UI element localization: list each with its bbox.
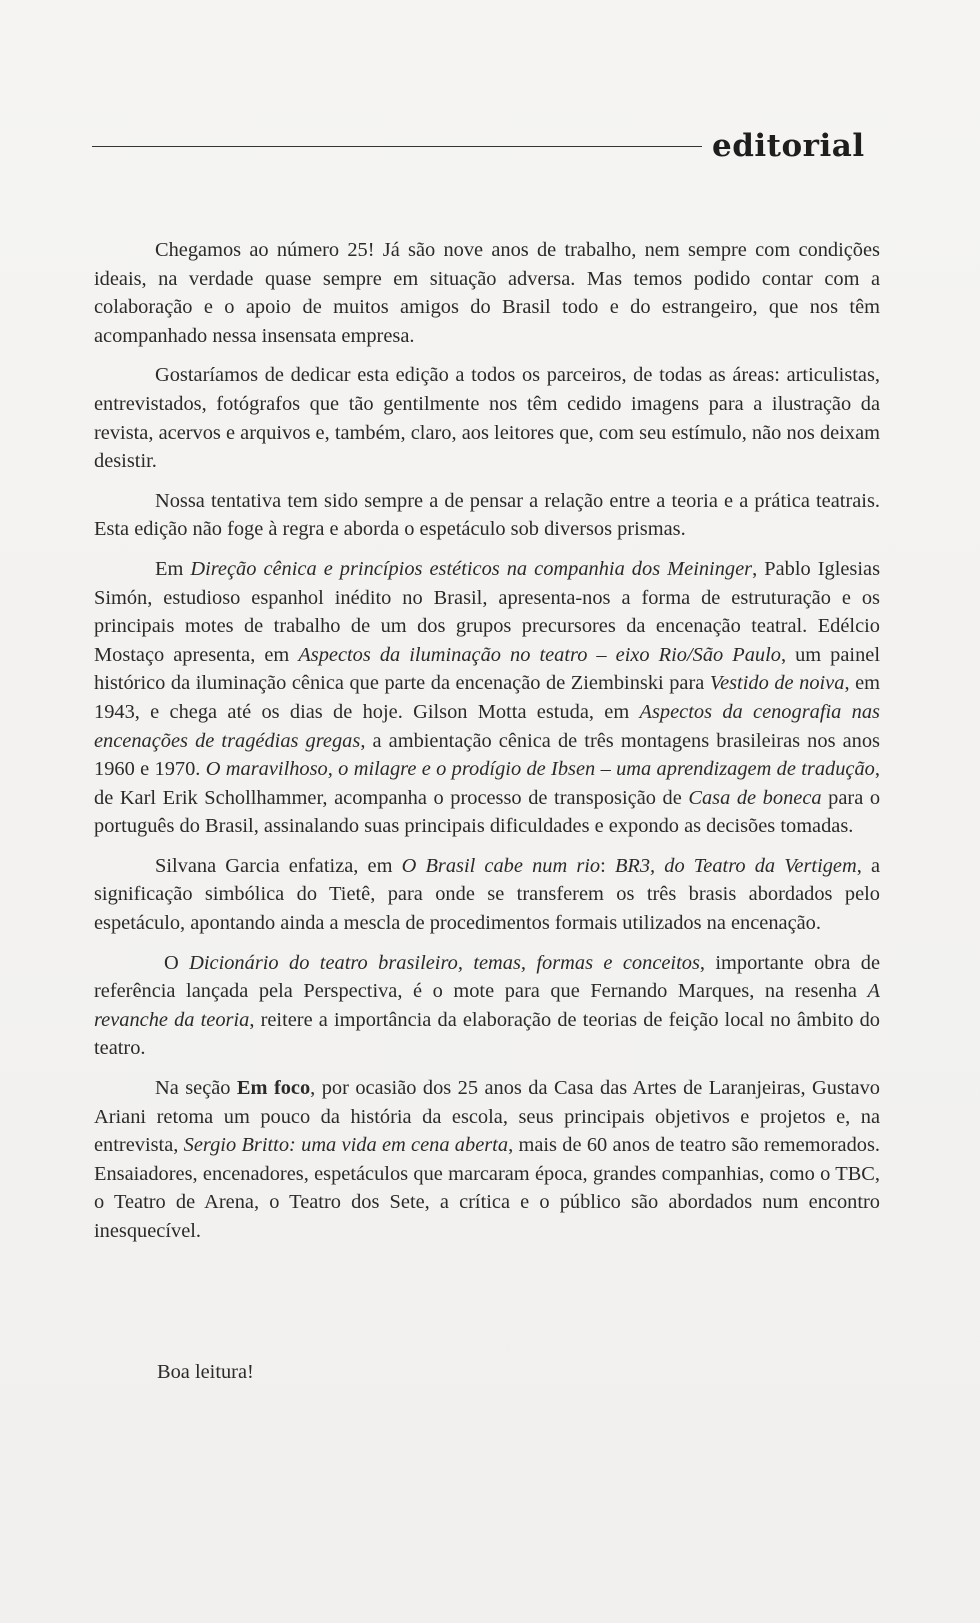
- italic-title: A revanche da teoria: [94, 980, 880, 1031]
- text-run: , em 1943, e chega até os dias de hoje. Gilson Motta estuda, em: [94, 672, 880, 723]
- editorial-paragraph: [94, 555, 880, 841]
- text-run: , de Karl Erik Schollhammer, acompanha o processo de transposição de: [94, 758, 880, 809]
- editorial-paragraph: [94, 236, 880, 350]
- header-rule: [92, 146, 702, 147]
- text-run: Gostaríamos de dedicar esta edição a todos os parceiros, de todas as áreas: articulistas, entrevistados, fotógrafos que tão gentilmente nos têm cedido imagens para a ilustração da revista, acervos e arquivos e, também, claro, aos leitores que, com seu estímulo, não nos deixam desistir.: [94, 364, 880, 473]
- signoff: Boa leitura!: [157, 1361, 254, 1383]
- italic-title: Aspectos da iluminação no teatro – eixo Rio/São Paulo: [298, 643, 781, 666]
- text-run: para o português do Brasil, assinalando suas principais dificuldades e expondo as decisões tomadas.: [94, 786, 881, 838]
- text-run: Chegamos ao número 25! Já são nove anos de trabalho, nem sempre com condições ideais, na verdade quase sempre em situação adversa. Mas temos podido contar com a colaboração e o apoio de muitos amigos do Brasil todo e do estrangeiro, que nos têm acompanhado nessa insensata empresa.: [94, 239, 880, 347]
- italic-title: Casa de boneca: [688, 786, 822, 809]
- text-run: Em: [155, 557, 191, 580]
- editorial-paragraph: [94, 361, 880, 475]
- text-run: , importante obra de referência lançada pela Perspectiva, é o mote para que Fernando Marques, na resenha: [94, 951, 880, 1003]
- text-run: O: [164, 951, 190, 974]
- text-run: , a ambientação cênica de três montagens brasileiras nos anos 1960 e 1970.: [94, 729, 880, 781]
- italic-title: BR3, do Teatro da Vertigem: [614, 854, 857, 877]
- editorial-paragraph: [94, 852, 880, 938]
- text-run: , um painel histórico da iluminação cênica que parte da encenação de Ziembinski para: [94, 643, 880, 695]
- editorial-body: [94, 236, 880, 1257]
- text-run: , reitere a importância da elaboração de teorias de feição local no âmbito do teatro.: [94, 1008, 880, 1060]
- editorial-paragraph: [94, 949, 880, 1063]
- italic-title: Aspectos da cenografia nas encenações de tragédias gregas: [94, 700, 880, 752]
- italic-title: Direção cênica e princípios estéticos na companhia dos Meininger: [190, 557, 753, 580]
- italic-title: Dicionário do teatro brasileiro, temas, formas e conceitos: [189, 951, 700, 974]
- text-run: :: [600, 854, 615, 877]
- text-run: Nossa tentativa tem sido sempre a de pensar a relação entre a teoria e a prática teatrais. Esta edição não foge à regra e aborda o espetáculo sob diversos prismas.: [94, 489, 880, 541]
- italic-title: Vestido de noiva: [709, 672, 845, 695]
- text-run: , mais de 60 anos de teatro são rememorados. Ensaiadores, encenadores, espetáculos que marcaram época, grandes companhias, como o TBC, o Teatro de Arena, o Teatro dos Sete, a crítica e o público são abordados num encontro inesquecível.: [94, 1134, 880, 1242]
- text-run: , por ocasião dos 25 anos da Casa das Artes de Laranjeiras, Gustavo Ariani retoma um pouco da história da escola, seus principais objetivos e projetos e, na entrevista,: [94, 1077, 880, 1157]
- editorial-paragraph: [94, 487, 880, 544]
- section-title: editorial: [712, 128, 865, 164]
- text-run: , a significação simbólica do Tietê, para onde se transferem os três brasis abordados pelo espetáculo, apontando ainda a mescla de procedimentos formais utilizados na encenação.: [94, 854, 881, 935]
- text-run: , Pablo Iglesias Simón, estudioso espanhol inédito no Brasil, apresenta-nos a forma de estruturação e os principais motes de trabalho de um dos grupos precursores da encenação teatral. Edélcio Mostaço apresenta, em: [94, 557, 881, 666]
- text-run: Na seção: [155, 1077, 237, 1100]
- italic-title: O Brasil cabe num rio: [401, 854, 601, 877]
- editorial-paragraph: [94, 1074, 880, 1246]
- bold-section-name: Em foco: [236, 1077, 311, 1100]
- italic-title: O maravilhoso, o milagre e o prodígio de Ibsen – uma aprendizagem de tradução: [205, 758, 875, 781]
- text-run: Silvana Garcia enfatiza, em: [155, 854, 402, 877]
- italic-title: Sergio Britto: uma vida em cena aberta: [183, 1134, 509, 1157]
